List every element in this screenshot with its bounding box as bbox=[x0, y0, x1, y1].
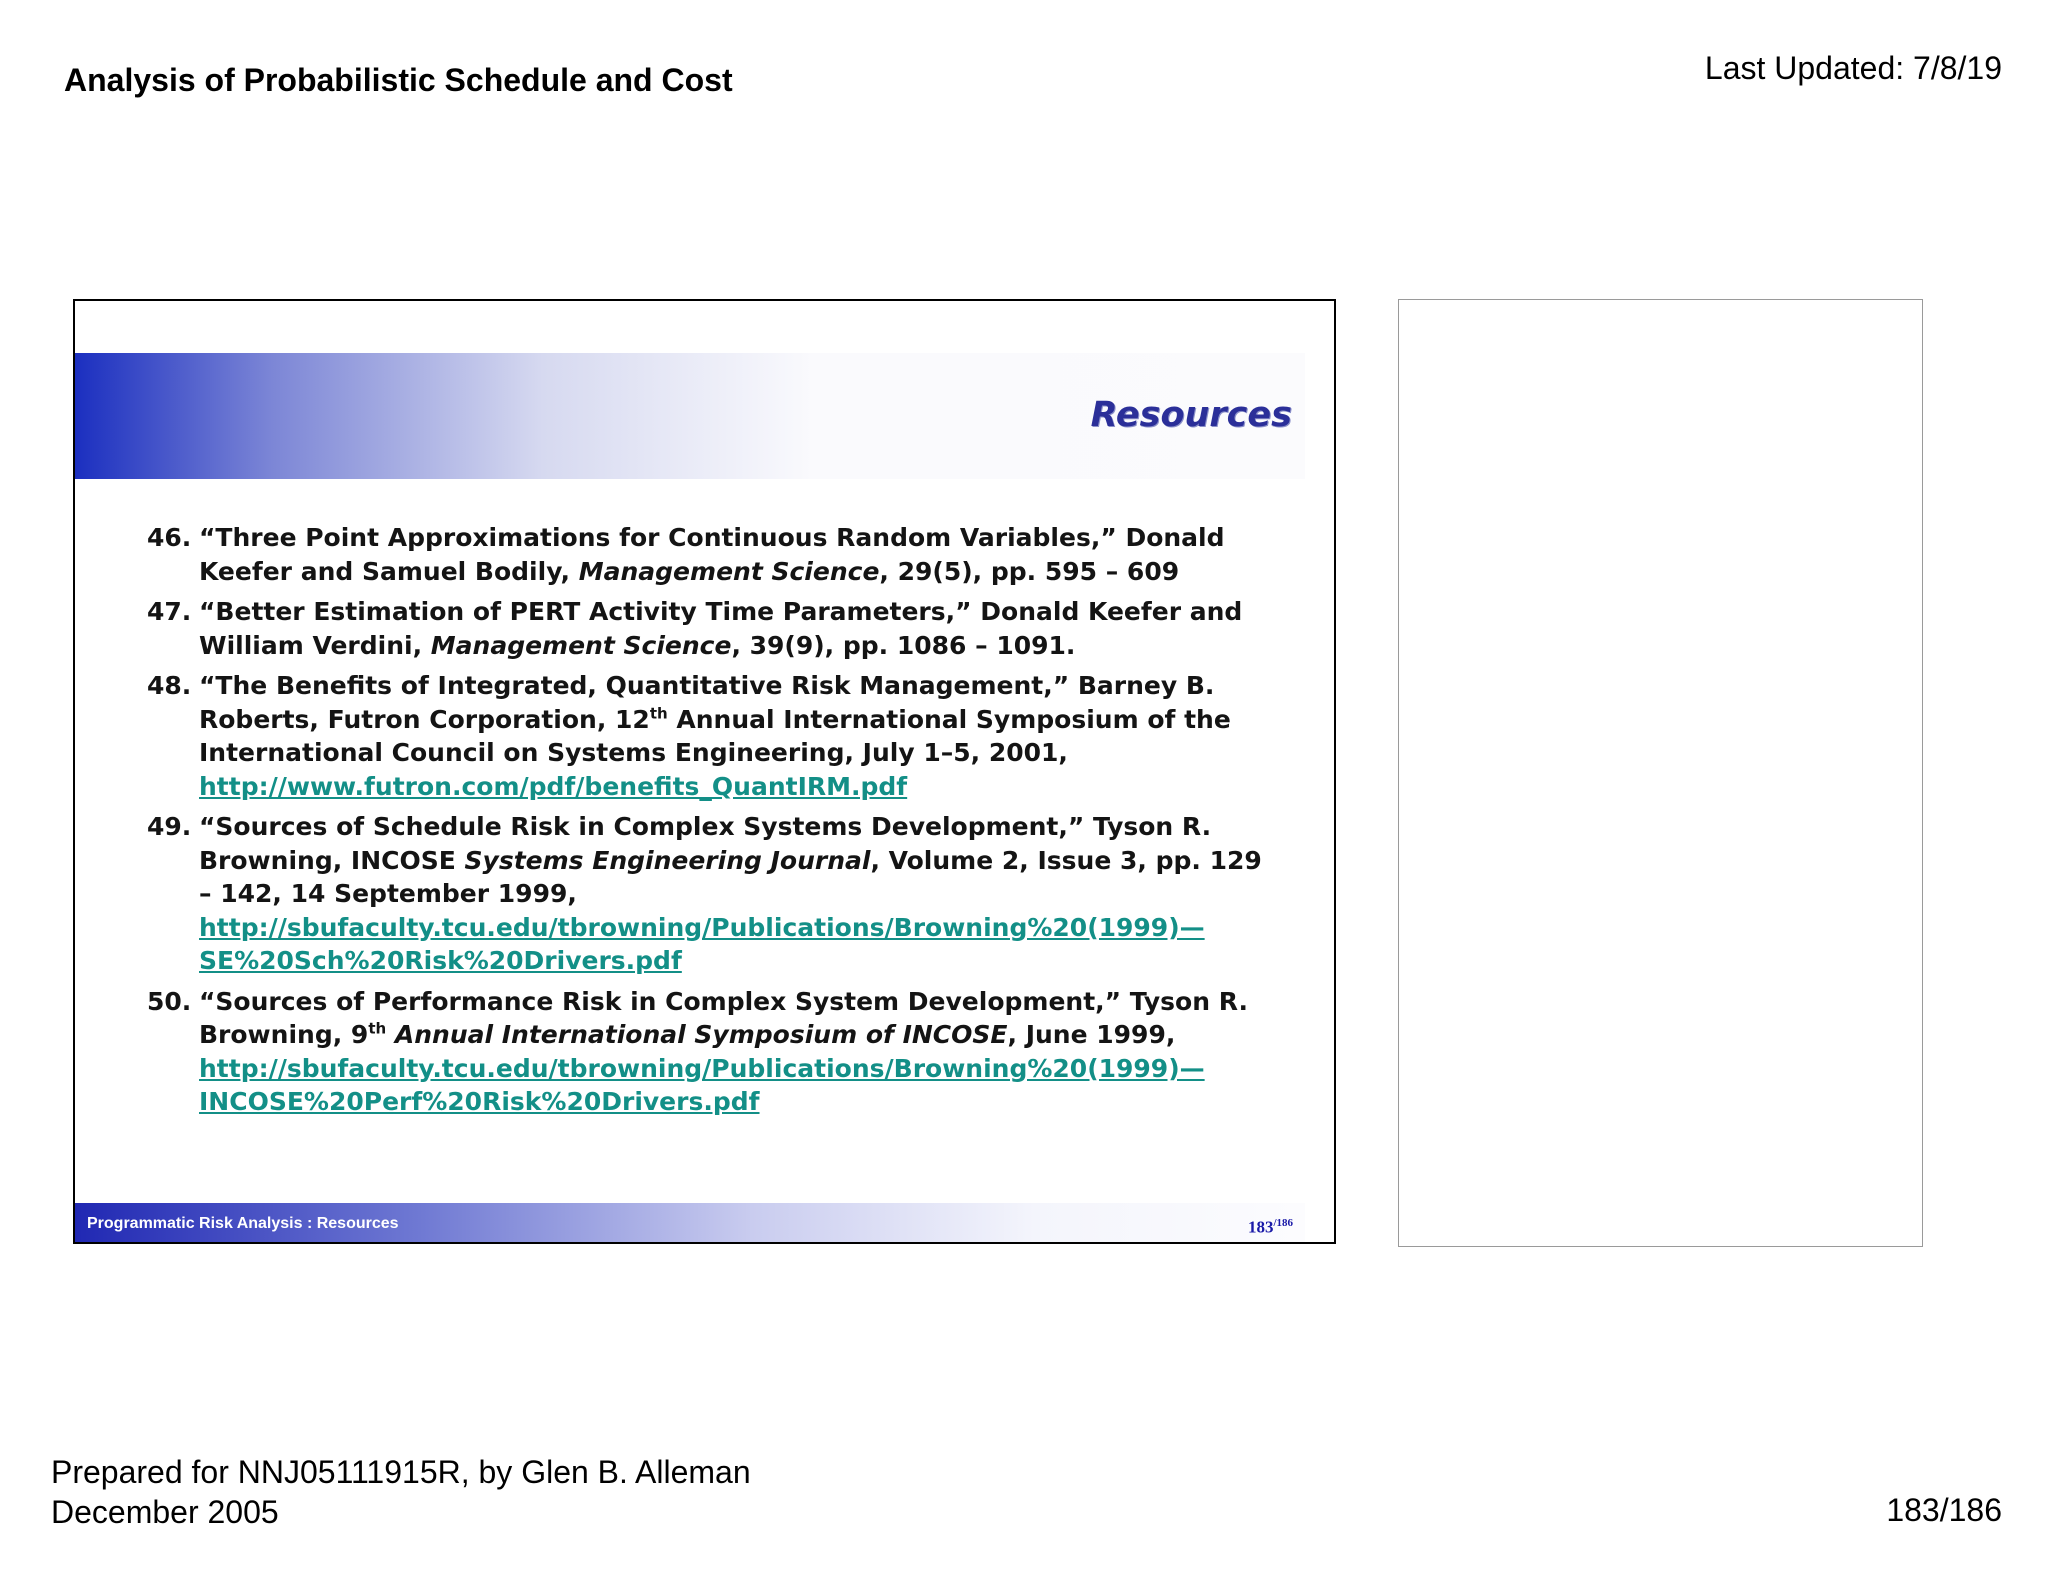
reference-number: 49. bbox=[147, 812, 192, 841]
reference-list bbox=[147, 521, 1277, 1126]
reference-number: 50. bbox=[147, 986, 192, 1016]
reference-link[interactable]: http://www.futron.com/pdf/benefits_QuantIRM.pdf bbox=[199, 771, 908, 801]
journal-name: Management Science bbox=[430, 630, 732, 660]
journal-name: Systems Engineering Journal bbox=[464, 845, 871, 875]
notes-panel bbox=[1398, 299, 1923, 1247]
slide-page-number: $183^{/186}$ bbox=[1248, 1217, 1294, 1237]
slide-heading: Resources bbox=[1090, 395, 1292, 435]
reference-link[interactable]: http://sbufaculty.tcu.edu/tbrowning/Publications/Browning%20(1999)— SE%20Sch%20Risk%20Drivers.pdf bbox=[199, 912, 1205, 975]
reference-item bbox=[147, 985, 1277, 1119]
reference-item bbox=[147, 810, 1277, 978]
reference-text: “Better Estimation of PERT Activity Time Parameters,” Donald Keefer and William Verdini, Management Science, 39(9), pp. 1086 – 1091. bbox=[199, 597, 1243, 660]
reference-number: 47. bbox=[147, 597, 192, 626]
journal-name: Management Science bbox=[578, 556, 880, 586]
document-title: Analysis of Probabilistic Schedule and Cost bbox=[64, 62, 733, 98]
prepared-date: December 2005 bbox=[51, 1494, 279, 1530]
slide-footer-label: Programmatic Risk Analysis : Resources bbox=[87, 1215, 399, 1232]
prepared-for-line: Prepared for NNJ05111915R, by Glen B. Alleman bbox=[51, 1454, 751, 1490]
reference-text: “The Benefits of Integrated, Quantitative Risk Management,” Barney B. Roberts, Futron Corporation, 12th Annual International Symposium of the International Council on Systems Engineering, July 1–5, 2001, http://www.futron.com/pdf/benefits_QuantIRM.pdf bbox=[199, 669, 1277, 803]
reference-item bbox=[147, 669, 1277, 803]
slide-thumbnail bbox=[73, 299, 1336, 1244]
reference-number: 48. bbox=[147, 671, 192, 700]
prepared-for bbox=[51, 1452, 751, 1532]
reference-item bbox=[147, 595, 1277, 662]
reference-number: 46. bbox=[147, 523, 192, 552]
reference-item bbox=[147, 521, 1277, 588]
reference-text: “Three Point Approximations for Continuous Random Variables,” Donald Keefer and Samuel Bodily, Management Science, 29(5), pp. 595 – 609 bbox=[199, 523, 1225, 586]
journal-name: Annual International Symposium of INCOSE bbox=[386, 1020, 1008, 1049]
reference-text: “Sources of Performance Risk in Complex System Development,” Tyson R. Browning, 9th Annual International Symposium of INCOSE, June 1999, http://sbufaculty.tcu.edu/tbrowning/Publications/Browning%20(1999)— INCOSE%20Perf%20Risk%20Drivers.pdf bbox=[199, 985, 1277, 1119]
reference-link[interactable]: http://sbufaculty.tcu.edu/tbrowning/Publications/Browning%20(1999)— INCOSE%20Perf%20Risk%20Drivers.pdf bbox=[199, 1053, 1205, 1116]
last-updated-date: Last Updated: 7/8/19 bbox=[1704, 50, 2002, 86]
page-number: 183/186 bbox=[1886, 1492, 2002, 1528]
reference-text: “Sources of Schedule Risk in Complex Systems Development,” Tyson R. Browning, INCOSE Systems Engineering Journal, Volume 2, Issue 3, pp. 129 – 142, 14 September 1999, http://sbufaculty.tcu.edu/tbrowning/Publications/Browning%20(1999)— SE%20Sch%20Risk%20Drivers.pdf bbox=[199, 810, 1277, 978]
